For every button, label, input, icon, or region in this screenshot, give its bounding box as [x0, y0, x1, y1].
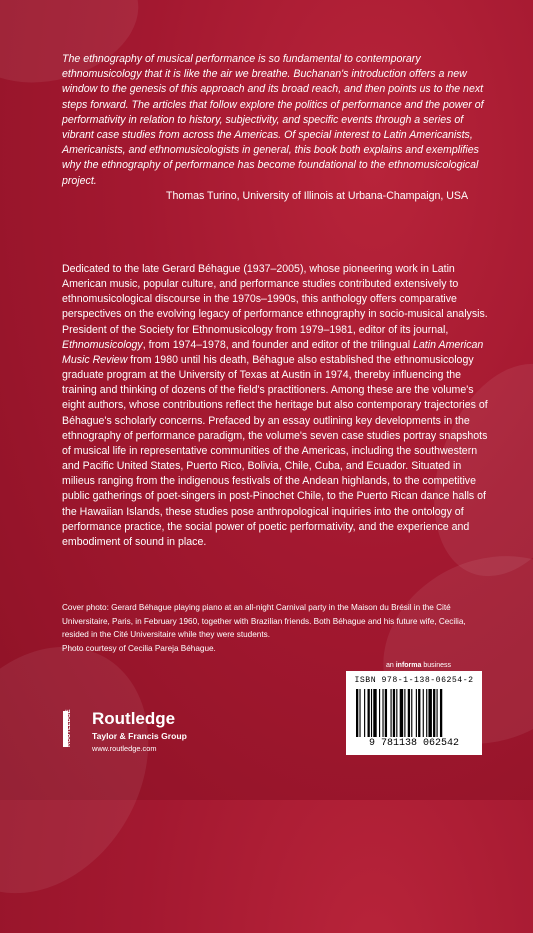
barcode-bar [411, 689, 412, 737]
barcode-bar [433, 689, 435, 737]
barcode-bar [428, 689, 431, 737]
barcode-bar [393, 689, 395, 737]
journal-title-ethnomusicology: Ethnomusicology [62, 338, 143, 351]
publisher-name: Routledge [92, 709, 176, 728]
background-petal [0, 607, 192, 932]
routledge-logo-icon [62, 709, 84, 749]
journal-title-lamr: Latin American Music Review [62, 338, 484, 366]
cover-credit-text: Cover photo: Gerard Béhague playing piano at an all-night Carnival party in the Maison du Brésil in the Cité Universitaire, Paris, in February 1960, together with Brazilian friends. Both Béhague and his future wife, Cecilia, resided in the Cité Universitaire while they were students. [62, 603, 466, 640]
publisher-group: Taylor & Francis Group [92, 731, 187, 741]
barcode-bar [418, 689, 420, 737]
barcode-bar [359, 689, 360, 737]
barcode-bar [391, 689, 392, 737]
publisher-url[interactable]: www.routledge.com [92, 744, 157, 753]
endorsement-quote [62, 52, 492, 204]
barcode-bar [356, 689, 358, 737]
barcode-bar [423, 689, 424, 737]
book-description [62, 262, 494, 550]
barcode-number: 9 781138 062542 [368, 738, 459, 749]
cover-photo-credit [62, 601, 494, 655]
isbn-barcode [346, 671, 482, 755]
description-part-3: from 1980 until his death, Béhague also established the ethnomusicology graduate program at the University of Texas at Austin in 1974, thereby influencing the training and thinking of dozens of the field's practitioners. Among these are the volume's eight authors, whose contributions reflect the heritage but also contemporary trajectories of Béhague's scholarly concerns. Prefaced by an essay outlining key developments in the ethnography of performance paradigm, the volume's seven case studies portray snapshots of musical life in representative communities of the Americas, including the southwestern and Pacific United States, Puerto Rico, Bolivia, Chile, Cuba, and Ecuador. Situated in milieus ranging from the indigenous festivals of the Andean highlands, to the competitive public gatherings of poet-singers in post-Pinochet Chile, to the Puerto Rican dance halls of the Hawaiian Islands, these studies pose anthropological inquiries into the ontology of performance practice, the social power of poetic performativity, and the experience and embodiment of sound in place. [62, 353, 488, 548]
description-part-1: Dedicated to the late Gerard Béhague (1937–2005), whose pioneering work in Latin American music, popular culture, and performance studies contributed extensively to ethnomusicological discourse in the 1970s–1990s, this anthology offers comparative perspectives on the evolving legacy of performance ethnography in socio-musical analysis. President of the Society for Ethnomusicology from 1979–1981, editor of its journal, [62, 263, 488, 336]
barcode-bar [379, 689, 380, 737]
barcode-bar [364, 689, 365, 737]
informa-tagline: an informa business [386, 662, 451, 669]
barcode-bar [404, 689, 405, 737]
barcode-bar [368, 689, 370, 737]
barcode-bar [437, 689, 438, 737]
quote-text: The ethnography of musical performance is so fundamental to contemporary ethnomusicology that it is like the air we breathe. Buchanan's introduction offers a new window to the genesis of this approach and its broad reach, and then points us to the next steps forward. The articles that follow explore the politics of performance and the power of performativity in relation to history, subjectivity, and specific events through a series of vibrant case studies from across the Americas. Of special interest to Latin Americanists, Americanists, and ethnomusicologists in general, this book both explains and exemplifies why the ethnography of performance has become foundational to the ethnomusicological project. [62, 53, 484, 187]
informa-brand: informa [395, 662, 422, 669]
barcode-bar [440, 689, 442, 737]
barcode-bar [373, 689, 376, 737]
barcode-bar [396, 689, 397, 737]
barcode-bar [371, 689, 372, 737]
isbn-label: ISBN 978-1-138-06254-2 [354, 676, 474, 685]
quote-attribution: Thomas Turino, University of Illinois at Urbana-Champaign, USA [166, 189, 469, 202]
barcode-bar [416, 689, 417, 737]
barcode-bar [426, 689, 427, 737]
photo-courtesy: Photo courtesy of Cecilia Pareja Béhague. [62, 643, 216, 653]
barcode-bar [400, 689, 403, 737]
routledge-logo-text: ROUTLEDGE [66, 709, 72, 747]
description-part-2: , from 1974–1978, and founder and editor of the trilingual [142, 338, 414, 351]
barcode-bar [385, 689, 387, 737]
barcode-bar [408, 689, 410, 737]
barcode-bar [382, 689, 383, 737]
barcode-bars [356, 689, 472, 737]
